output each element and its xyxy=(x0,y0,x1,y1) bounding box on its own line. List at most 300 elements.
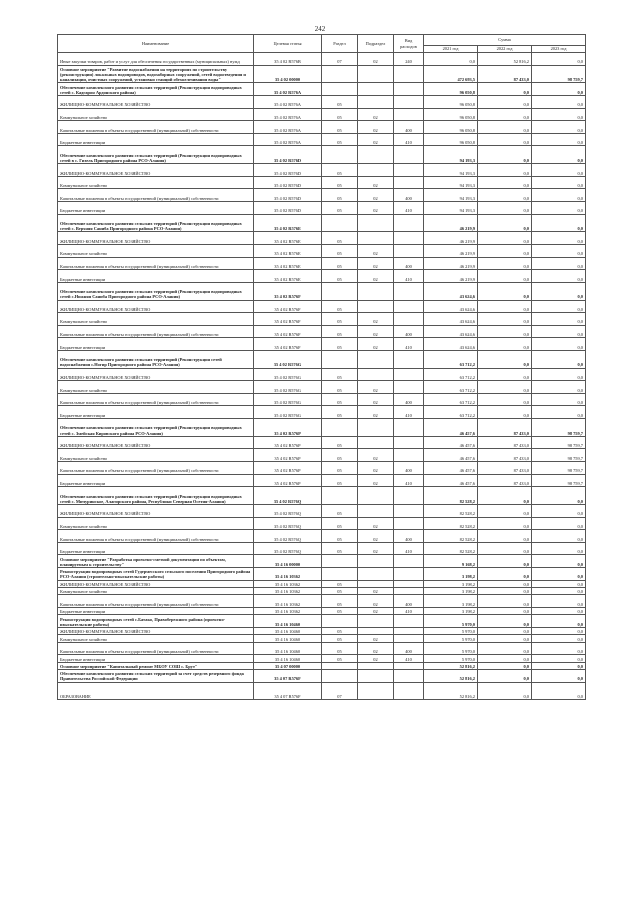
cell-2022: 0,0 xyxy=(478,108,532,121)
cell-subsection xyxy=(358,580,394,587)
cell-expense-type xyxy=(394,419,424,437)
header-name: Наименование xyxy=(58,35,254,53)
cell-subsection xyxy=(358,300,394,313)
cell-subsection: 02 xyxy=(358,393,394,406)
table-row xyxy=(58,642,586,655)
cell-subsection: 02 xyxy=(358,406,394,419)
cell-subsection xyxy=(358,662,394,669)
cell-2022: 0,0 xyxy=(478,505,532,518)
cell-expense-type: 400 xyxy=(394,121,424,134)
cell-2023: 0,0 xyxy=(532,587,586,594)
cell-2021: 63 712,2 xyxy=(424,406,478,419)
table-row xyxy=(58,635,586,642)
table-row xyxy=(58,313,586,326)
cell-name: Бюджетные инвестиции xyxy=(58,474,254,487)
cell-name: Обеспечение комплексного развития сельских территорий (Реконструкция сетей водоснабжения с.Ногир Пригородного района РСО-Алания) xyxy=(58,350,254,368)
cell-section: 05 xyxy=(322,313,358,326)
cell-subsection xyxy=(358,505,394,518)
cell-expense-type xyxy=(394,65,424,83)
cell-2021: 94 193,3 xyxy=(424,176,478,189)
cell-name: Капитальные вложения в объекты государственной (муниципальной) собственности xyxy=(58,462,254,475)
cell-2021: 63 712,2 xyxy=(424,350,478,368)
cell-2021: 82 528,2 xyxy=(424,542,478,555)
cell-name: ЖИЛИЩНО-КОММУНАЛЬНОЕ ХОЗЯЙСТВО xyxy=(58,164,254,177)
cell-subsection: 02 xyxy=(358,655,394,662)
cell-article: 35 4 16 10460 xyxy=(254,627,322,634)
cell-subsection: 02 xyxy=(358,108,394,121)
cell-2023: 98 759,7 xyxy=(532,449,586,462)
cell-expense-type xyxy=(394,567,424,580)
cell-expense-type xyxy=(394,580,424,587)
cell-2022: 0,0 xyxy=(478,627,532,634)
cell-article: 35 4 02 R576P xyxy=(254,419,322,437)
cell-2023: 0,0 xyxy=(532,257,586,270)
table-row xyxy=(58,517,586,530)
table-row xyxy=(58,587,586,594)
cell-expense-type xyxy=(394,214,424,232)
cell-article: 35 4 02 R576Е xyxy=(254,257,322,270)
cell-2022: 52 816,2 xyxy=(478,53,532,66)
cell-expense-type: 400 xyxy=(394,325,424,338)
cell-2023: 0,0 xyxy=(532,300,586,313)
cell-section: 05 xyxy=(322,406,358,419)
cell-expense-type xyxy=(394,83,424,96)
cell-article: 35 4 02 R576P xyxy=(254,462,322,475)
cell-subsection xyxy=(358,567,394,580)
cell-subsection: 02 xyxy=(358,244,394,257)
cell-article: 35 4 02 R576F xyxy=(254,313,322,326)
cell-2021: 43 624,6 xyxy=(424,325,478,338)
cell-article: 35 4 02 R576P xyxy=(254,449,322,462)
cell-section: 05 xyxy=(322,232,358,245)
table-row xyxy=(58,436,586,449)
cell-subsection: 02 xyxy=(358,449,394,462)
cell-2023: 0,0 xyxy=(532,393,586,406)
cell-name: Основное мероприятие "Разработка проектно-сметной документации по объектам, планируемым к строительству" xyxy=(58,555,254,568)
cell-subsection: 02 xyxy=(358,270,394,283)
table-row xyxy=(58,670,586,683)
cell-section xyxy=(322,662,358,669)
cell-2021: 96 050,8 xyxy=(424,121,478,134)
table-row xyxy=(58,487,586,505)
cell-article: 35 4 02 R576D xyxy=(254,146,322,164)
cell-section xyxy=(322,83,358,96)
cell-expense-type: 410 xyxy=(394,406,424,419)
cell-subsection xyxy=(358,146,394,164)
cell-2021: 5 970,0 xyxy=(424,635,478,642)
cell-expense-type xyxy=(394,282,424,300)
cell-section: 05 xyxy=(322,580,358,587)
table-row xyxy=(58,393,586,406)
cell-article: 35 4 02 R576D xyxy=(254,201,322,214)
cell-name: Коммунальное хозяйство xyxy=(58,517,254,530)
cell-2022: 0,0 xyxy=(478,350,532,368)
cell-2023: 0,0 xyxy=(532,670,586,683)
cell-2021: 63 712,2 xyxy=(424,368,478,381)
cell-name: Бюджетные инвестиции xyxy=(58,607,254,614)
table-row xyxy=(58,270,586,283)
cell-section: 05 xyxy=(322,381,358,394)
table-row xyxy=(58,65,586,83)
cell-expense-type xyxy=(394,300,424,313)
cell-2022: 0,0 xyxy=(478,635,532,642)
cell-2023: 0,0 xyxy=(532,517,586,530)
cell-section: 05 xyxy=(322,244,358,257)
cell-article: 35 4 02 R576G xyxy=(254,406,322,419)
cell-2022: 0,0 xyxy=(478,607,532,614)
cell-2021: 46 219,9 xyxy=(424,257,478,270)
cell-expense-type xyxy=(394,146,424,164)
cell-section xyxy=(322,146,358,164)
header-subsection: Подраздел xyxy=(358,35,394,53)
cell-expense-type xyxy=(394,95,424,108)
cell-2023: 0,0 xyxy=(532,201,586,214)
cell-2021: 43 624,6 xyxy=(424,300,478,313)
cell-2023: 0,0 xyxy=(532,146,586,164)
cell-name: ЖИЛИЩНО-КОММУНАЛЬНОЕ ХОЗЯЙСТВО xyxy=(58,368,254,381)
cell-name: Основное мероприятие "Капитальный ремонт МБОУ СОШ с. Брут" xyxy=(58,662,254,669)
table-row xyxy=(58,121,586,134)
cell-expense-type xyxy=(394,555,424,568)
cell-2021: 3 198,2 xyxy=(424,580,478,587)
cell-name: Коммунальное хозяйство xyxy=(58,381,254,394)
cell-section: 05 xyxy=(322,133,358,146)
cell-article: 35 4 02 R576Е xyxy=(254,270,322,283)
table-row xyxy=(58,505,586,518)
cell-2023: 98 759,7 xyxy=(532,65,586,83)
cell-2023: 0,0 xyxy=(532,164,586,177)
table-row xyxy=(58,555,586,568)
cell-subsection: 02 xyxy=(358,257,394,270)
cell-subsection: 02 xyxy=(358,338,394,351)
cell-2023: 0,0 xyxy=(532,567,586,580)
cell-2021: 46 219,9 xyxy=(424,214,478,232)
cell-section: 05 xyxy=(322,189,358,202)
cell-section: 05 xyxy=(322,368,358,381)
table-row xyxy=(58,655,586,662)
cell-2023: 0,0 xyxy=(532,189,586,202)
cell-article: 35 4 16 10362 xyxy=(254,607,322,614)
cell-section: 05 xyxy=(322,505,358,518)
table-row xyxy=(58,325,586,338)
cell-2022: 87 433,0 xyxy=(478,419,532,437)
cell-2022: 0,0 xyxy=(478,595,532,608)
cell-subsection: 02 xyxy=(358,462,394,475)
cell-2021: 5 970,0 xyxy=(424,642,478,655)
cell-section: 05 xyxy=(322,108,358,121)
table-row xyxy=(58,244,586,257)
cell-2023: 0,0 xyxy=(532,214,586,232)
cell-2021: 5 970,0 xyxy=(424,627,478,634)
cell-2022: 0,0 xyxy=(478,655,532,662)
cell-2023: 0,0 xyxy=(532,406,586,419)
cell-subsection xyxy=(358,350,394,368)
cell-section xyxy=(322,555,358,568)
cell-subsection: 02 xyxy=(358,542,394,555)
cell-article: 35 4 02 R576А xyxy=(254,133,322,146)
cell-name: Капитальные вложения в объекты государственной (муниципальной) собственности xyxy=(58,325,254,338)
table-row xyxy=(58,580,586,587)
cell-subsection: 02 xyxy=(358,176,394,189)
cell-2023: 0,0 xyxy=(532,682,586,700)
cell-name: ЖИЛИЩНО-КОММУНАЛЬНОЕ ХОЗЯЙСТВО xyxy=(58,232,254,245)
cell-2021: 3 198,2 xyxy=(424,607,478,614)
cell-article: 35 4 02 R576G xyxy=(254,350,322,368)
cell-2022: 87 433,0 xyxy=(478,462,532,475)
cell-2022: 0,0 xyxy=(478,121,532,134)
cell-name: Иные закупки товаров, работ и услуг для обеспечения государственных (муниципальных) нужд xyxy=(58,53,254,66)
cell-expense-type: 240 xyxy=(394,53,424,66)
cell-2021: 52 816,2 xyxy=(424,682,478,700)
cell-name: ЖИЛИЩНО-КОММУНАЛЬНОЕ ХОЗЯЙСТВО xyxy=(58,627,254,634)
cell-article: 35 4 02 R576Е xyxy=(254,214,322,232)
cell-2023: 0,0 xyxy=(532,338,586,351)
cell-subsection: 02 xyxy=(358,607,394,614)
cell-2022: 0,0 xyxy=(478,393,532,406)
table-row xyxy=(58,682,586,700)
cell-2022: 0,0 xyxy=(478,682,532,700)
cell-expense-type xyxy=(394,487,424,505)
cell-name: Бюджетные инвестиции xyxy=(58,133,254,146)
cell-subsection xyxy=(358,65,394,83)
table-row xyxy=(58,53,586,66)
cell-section: 05 xyxy=(322,474,358,487)
cell-article: 35 4 02 R576Е xyxy=(254,244,322,257)
table-row xyxy=(58,232,586,245)
cell-2021: 46 457,6 xyxy=(424,419,478,437)
cell-name: Коммунальное хозяйство xyxy=(58,587,254,594)
cell-2022: 0,0 xyxy=(478,517,532,530)
cell-2023: 0,0 xyxy=(532,232,586,245)
cell-2022: 0,0 xyxy=(478,257,532,270)
cell-2021: 52 816,2 xyxy=(424,662,478,669)
cell-article: 35 4 07 R576F xyxy=(254,670,322,683)
cell-expense-type xyxy=(394,615,424,628)
header-2021: 2021 год xyxy=(424,46,478,53)
cell-2023: 0,0 xyxy=(532,368,586,381)
table-row xyxy=(58,176,586,189)
cell-article: 35 4 16 10460 xyxy=(254,642,322,655)
cell-subsection xyxy=(358,83,394,96)
cell-subsection xyxy=(358,555,394,568)
table-row xyxy=(58,189,586,202)
cell-2022: 0,0 xyxy=(478,189,532,202)
cell-2022: 0,0 xyxy=(478,662,532,669)
cell-2022: 0,0 xyxy=(478,214,532,232)
cell-section: 05 xyxy=(322,270,358,283)
table-row xyxy=(58,300,586,313)
table-row xyxy=(58,83,586,96)
table-row xyxy=(58,95,586,108)
cell-article: 35 4 07 R576F xyxy=(254,682,322,700)
cell-article: 35 4 02 R576G xyxy=(254,393,322,406)
cell-section xyxy=(322,65,358,83)
cell-2022: 0,0 xyxy=(478,300,532,313)
cell-name: Коммунальное хозяйство xyxy=(58,244,254,257)
table-row xyxy=(58,449,586,462)
cell-2023: 0,0 xyxy=(532,642,586,655)
cell-name: Коммунальное хозяйство xyxy=(58,108,254,121)
cell-article: 35 4 02 R576А xyxy=(254,108,322,121)
cell-2023: 0,0 xyxy=(532,542,586,555)
cell-expense-type xyxy=(394,164,424,177)
cell-expense-type xyxy=(394,176,424,189)
cell-2021: 82 528,2 xyxy=(424,487,478,505)
cell-2021: 3 198,2 xyxy=(424,595,478,608)
cell-subsection xyxy=(358,419,394,437)
cell-2022: 0,0 xyxy=(478,542,532,555)
cell-expense-type xyxy=(394,682,424,700)
cell-expense-type: 400 xyxy=(394,642,424,655)
cell-name: ОБРАЗОВАНИЕ xyxy=(58,682,254,700)
cell-2021: 0,0 xyxy=(424,53,478,66)
cell-subsection xyxy=(358,164,394,177)
cell-name: ЖИЛИЩНО-КОММУНАЛЬНОЕ ХОЗЯЙСТВО xyxy=(58,95,254,108)
cell-name: Коммунальное хозяйство xyxy=(58,635,254,642)
cell-expense-type: 410 xyxy=(394,338,424,351)
cell-2023: 0,0 xyxy=(532,595,586,608)
cell-2021: 96 050,8 xyxy=(424,83,478,96)
cell-2023: 0,0 xyxy=(532,108,586,121)
cell-expense-type: 400 xyxy=(394,595,424,608)
header-sum: Сумма xyxy=(424,35,586,46)
cell-subsection: 02 xyxy=(358,133,394,146)
cell-2022: 0,0 xyxy=(478,325,532,338)
table-row xyxy=(58,214,586,232)
table-row xyxy=(58,257,586,270)
table-row xyxy=(58,419,586,437)
cell-2023: 0,0 xyxy=(532,530,586,543)
cell-2023: 0,0 xyxy=(532,270,586,283)
cell-2022: 0,0 xyxy=(478,270,532,283)
cell-expense-type xyxy=(394,627,424,634)
cell-expense-type xyxy=(394,635,424,642)
cell-2023: 0,0 xyxy=(532,662,586,669)
cell-name: Коммунальное хозяйство xyxy=(58,313,254,326)
cell-2021: 96 050,8 xyxy=(424,133,478,146)
header-2023: 2023 год xyxy=(532,46,586,53)
header-2022: 2022 год xyxy=(478,46,532,53)
cell-2021: 472 693,5 xyxy=(424,65,478,83)
table-row xyxy=(58,108,586,121)
cell-article: 35 4 02 R576F xyxy=(254,338,322,351)
cell-2023: 98 759,7 xyxy=(532,462,586,475)
cell-2021: 96 050,8 xyxy=(424,95,478,108)
table-row xyxy=(58,406,586,419)
table-row xyxy=(58,615,586,628)
cell-expense-type: 410 xyxy=(394,607,424,614)
cell-2023: 0,0 xyxy=(532,53,586,66)
cell-subsection xyxy=(358,368,394,381)
cell-name: Капитальные вложения в объекты государственной (муниципальной) собственности xyxy=(58,642,254,655)
cell-article: 35 4 02 00000 xyxy=(254,65,322,83)
cell-section: 05 xyxy=(322,176,358,189)
cell-2021: 43 624,6 xyxy=(424,282,478,300)
cell-section: 05 xyxy=(322,338,358,351)
cell-name: Бюджетные инвестиции xyxy=(58,406,254,419)
table-row xyxy=(58,462,586,475)
cell-2022: 0,0 xyxy=(478,555,532,568)
cell-2021: 96 050,8 xyxy=(424,108,478,121)
cell-2022: 0,0 xyxy=(478,313,532,326)
cell-2022: 0,0 xyxy=(478,146,532,164)
cell-2022: 0,0 xyxy=(478,530,532,543)
table-row xyxy=(58,350,586,368)
cell-name: Капитальные вложения в объекты государственной (муниципальной) собственности xyxy=(58,121,254,134)
cell-subsection xyxy=(358,95,394,108)
cell-section: 05 xyxy=(322,635,358,642)
cell-2021: 3 198,2 xyxy=(424,567,478,580)
cell-article: 35 4 02 R576P xyxy=(254,436,322,449)
cell-2021: 52 816,2 xyxy=(424,670,478,683)
cell-expense-type xyxy=(394,517,424,530)
cell-section xyxy=(322,350,358,368)
cell-section: 05 xyxy=(322,607,358,614)
cell-2022: 0,0 xyxy=(478,615,532,628)
cell-article: 35 4 16 10362 xyxy=(254,580,322,587)
cell-2022: 87 433,0 xyxy=(478,474,532,487)
cell-2023: 0,0 xyxy=(532,615,586,628)
cell-article: 35 4 16 10460 xyxy=(254,635,322,642)
cell-name: ЖИЛИЩНО-КОММУНАЛЬНОЕ ХОЗЯЙСТВО xyxy=(58,436,254,449)
cell-2023: 0,0 xyxy=(532,505,586,518)
cell-2021: 5 970,0 xyxy=(424,615,478,628)
cell-2021: 94 193,3 xyxy=(424,164,478,177)
cell-expense-type xyxy=(394,662,424,669)
cell-article: 35 4 02 R576D xyxy=(254,176,322,189)
cell-2023: 0,0 xyxy=(532,350,586,368)
header-article: Целевая статья xyxy=(254,35,322,53)
cell-expense-type: 400 xyxy=(394,189,424,202)
table-header xyxy=(58,35,586,53)
cell-2022: 0,0 xyxy=(478,406,532,419)
cell-2022: 0,0 xyxy=(478,133,532,146)
cell-expense-type: 410 xyxy=(394,270,424,283)
cell-article: 35 4 02 R576G xyxy=(254,381,322,394)
cell-expense-type: 400 xyxy=(394,530,424,543)
table-row xyxy=(58,567,586,580)
cell-section: 05 xyxy=(322,393,358,406)
header-expense-type: Вид расходов xyxy=(394,35,424,53)
cell-name: Реконструкция водопроводных сетей Гудермесского сельского поселения Пригородного района РСО-Алания (строительно-изыскательские работы) xyxy=(58,567,254,580)
cell-2022: 87 433,0 xyxy=(478,449,532,462)
cell-article: 35 4 02 R576В xyxy=(254,53,322,66)
cell-section xyxy=(322,615,358,628)
cell-article: 35 4 02 R576Q xyxy=(254,505,322,518)
cell-2023: 0,0 xyxy=(532,121,586,134)
cell-name: ЖИЛИЩНО-КОММУНАЛЬНОЕ ХОЗЯЙСТВО xyxy=(58,580,254,587)
cell-subsection: 02 xyxy=(358,474,394,487)
cell-name: ЖИЛИЩНО-КОММУНАЛЬНОЕ ХОЗЯЙСТВО xyxy=(58,300,254,313)
table-row xyxy=(58,595,586,608)
cell-name: Бюджетные инвестиции xyxy=(58,201,254,214)
cell-2021: 5 970,0 xyxy=(424,655,478,662)
cell-2021: 63 712,2 xyxy=(424,393,478,406)
cell-article: 35 4 02 R576G xyxy=(254,368,322,381)
cell-2022: 0,0 xyxy=(478,368,532,381)
cell-article: 35 4 02 R576F xyxy=(254,325,322,338)
cell-section: 05 xyxy=(322,655,358,662)
cell-name: Капитальные вложения в объекты государственной (муниципальной) собственности xyxy=(58,595,254,608)
cell-2021: 46 457,6 xyxy=(424,436,478,449)
cell-2021: 94 193,3 xyxy=(424,201,478,214)
budget-table xyxy=(57,34,586,700)
header-section: Раздел xyxy=(322,35,358,53)
cell-2023: 98 759,7 xyxy=(532,419,586,437)
cell-subsection: 02 xyxy=(358,325,394,338)
cell-name: Коммунальное хозяйство xyxy=(58,176,254,189)
cell-name: Бюджетные инвестиции xyxy=(58,338,254,351)
